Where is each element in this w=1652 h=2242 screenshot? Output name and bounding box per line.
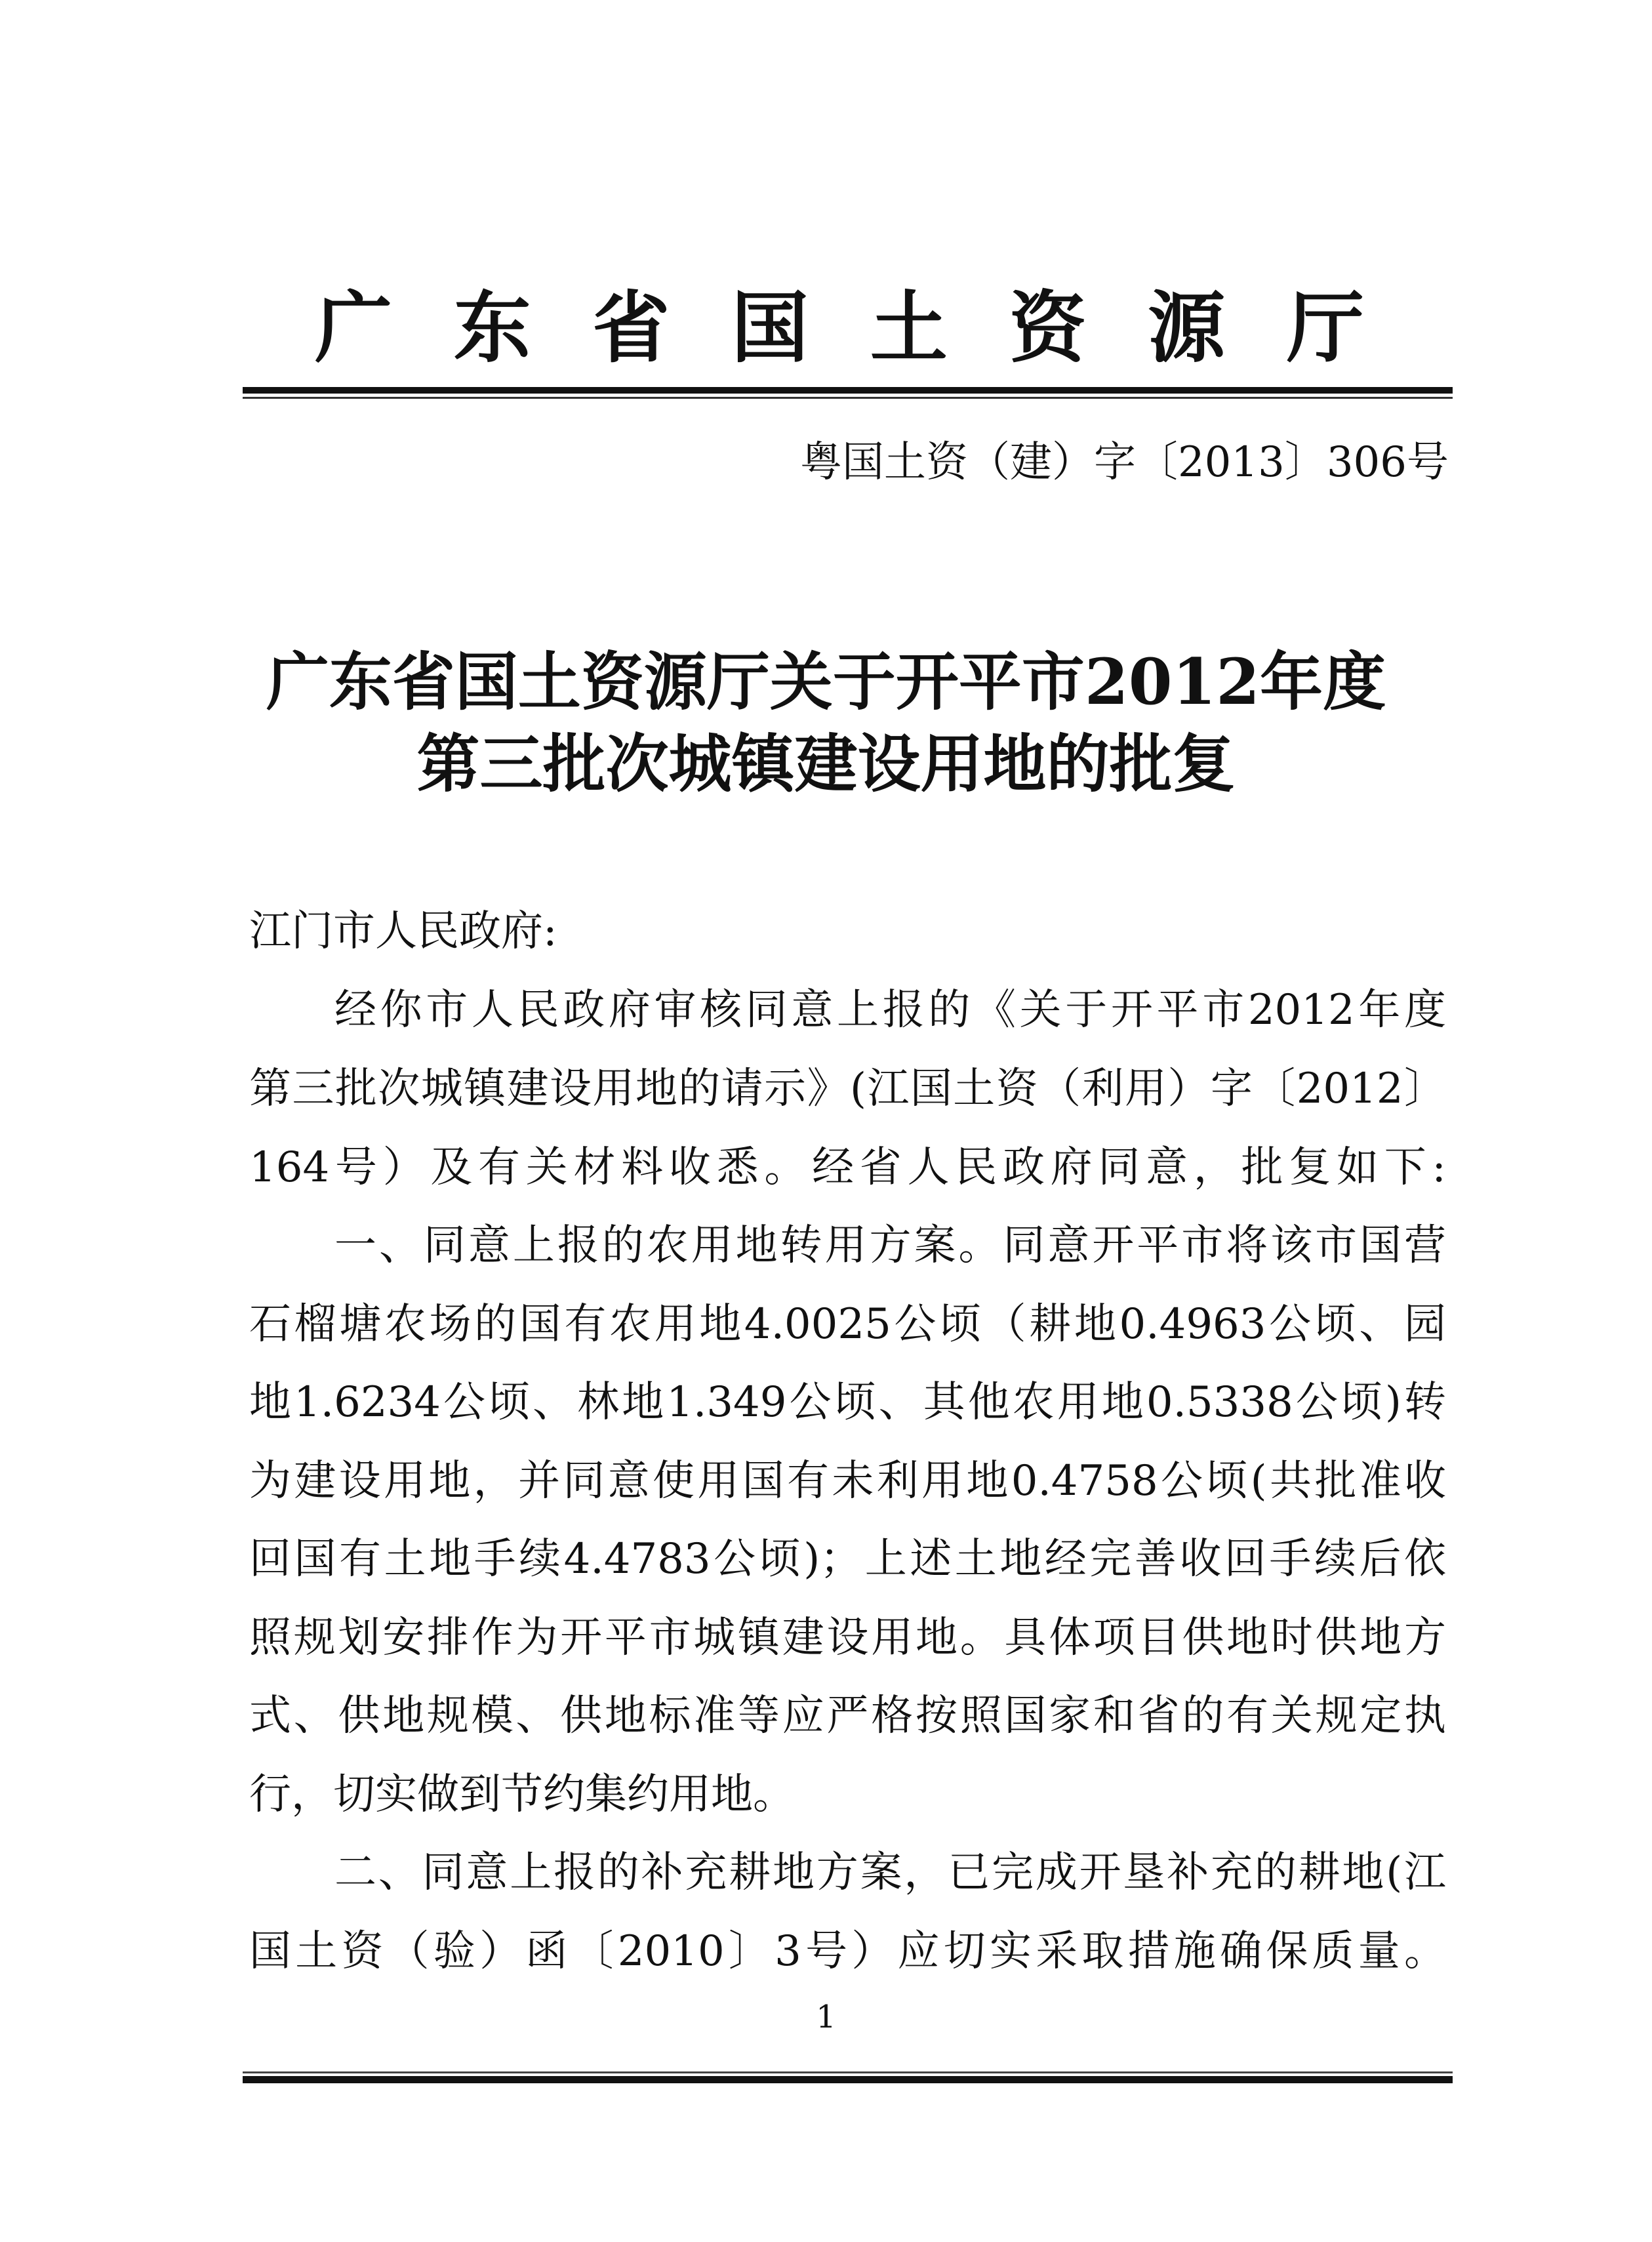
document-title-line-2: 第三批次城镇建设用地的批复 — [416, 727, 1236, 801]
addressee: 江门市人民政府: — [249, 907, 557, 956]
document-number: 粤国土资（建）字〔2013〕306号 — [799, 438, 1449, 487]
header-rule-thick — [243, 387, 1453, 394]
body-line: 一、同意上报的农用地转用方案。同意开平市将该市国营 — [334, 1221, 1446, 1270]
body-line: 回国有土地手续4.4783公顷)；上述土地经完善收回手续后依 — [249, 1535, 1446, 1583]
page-number: 1 — [816, 1999, 836, 2035]
body-line: 国土资（验）函〔2010〕3号）应切实采取措施确保质量。 — [249, 1927, 1446, 1976]
body-line: 地1.6234公顷、林地1.349公顷、其他农用地0.5338公顷)转 — [249, 1378, 1446, 1427]
body-line: 石榴塘农场的国有农用地4.0025公顷（耕地0.4963公顷、园 — [249, 1300, 1446, 1349]
body-line: 第三批次城镇建设用地的请示》(江国土资（利用）字〔2012〕 — [249, 1065, 1446, 1113]
body-line: 式、供地规模、供地标准等应严格按照国家和省的有关规定执 — [249, 1692, 1446, 1740]
issuing-organization: 广 东 省 国 土 资 源 厅 — [315, 282, 1364, 373]
body-line: 二、同意上报的补充耕地方案，已完成开垦补充的耕地(江 — [334, 1848, 1446, 1897]
footer-rule-thin — [243, 2071, 1453, 2073]
body-line: 经你市人民政府审核同意上报的《关于开平市2012年度 — [334, 986, 1446, 1034]
body-line: 164号）及有关材料收悉。经省人民政府同意，批复如下: — [249, 1143, 1446, 1192]
document-title-line-1: 广东省国土资源厅关于开平市2012年度 — [266, 645, 1386, 719]
body-line: 照规划安排作为开平市城镇建设用地。具体项目供地时供地方 — [249, 1614, 1446, 1662]
footer-rule-thick — [243, 2076, 1453, 2083]
body-line: 为建设用地，并同意使用国有未利用地0.4758公顷(共批准收 — [249, 1457, 1446, 1505]
body-line: 行，切实做到节约集约用地。 — [249, 1770, 795, 1819]
header-rule-thin — [243, 397, 1453, 399]
